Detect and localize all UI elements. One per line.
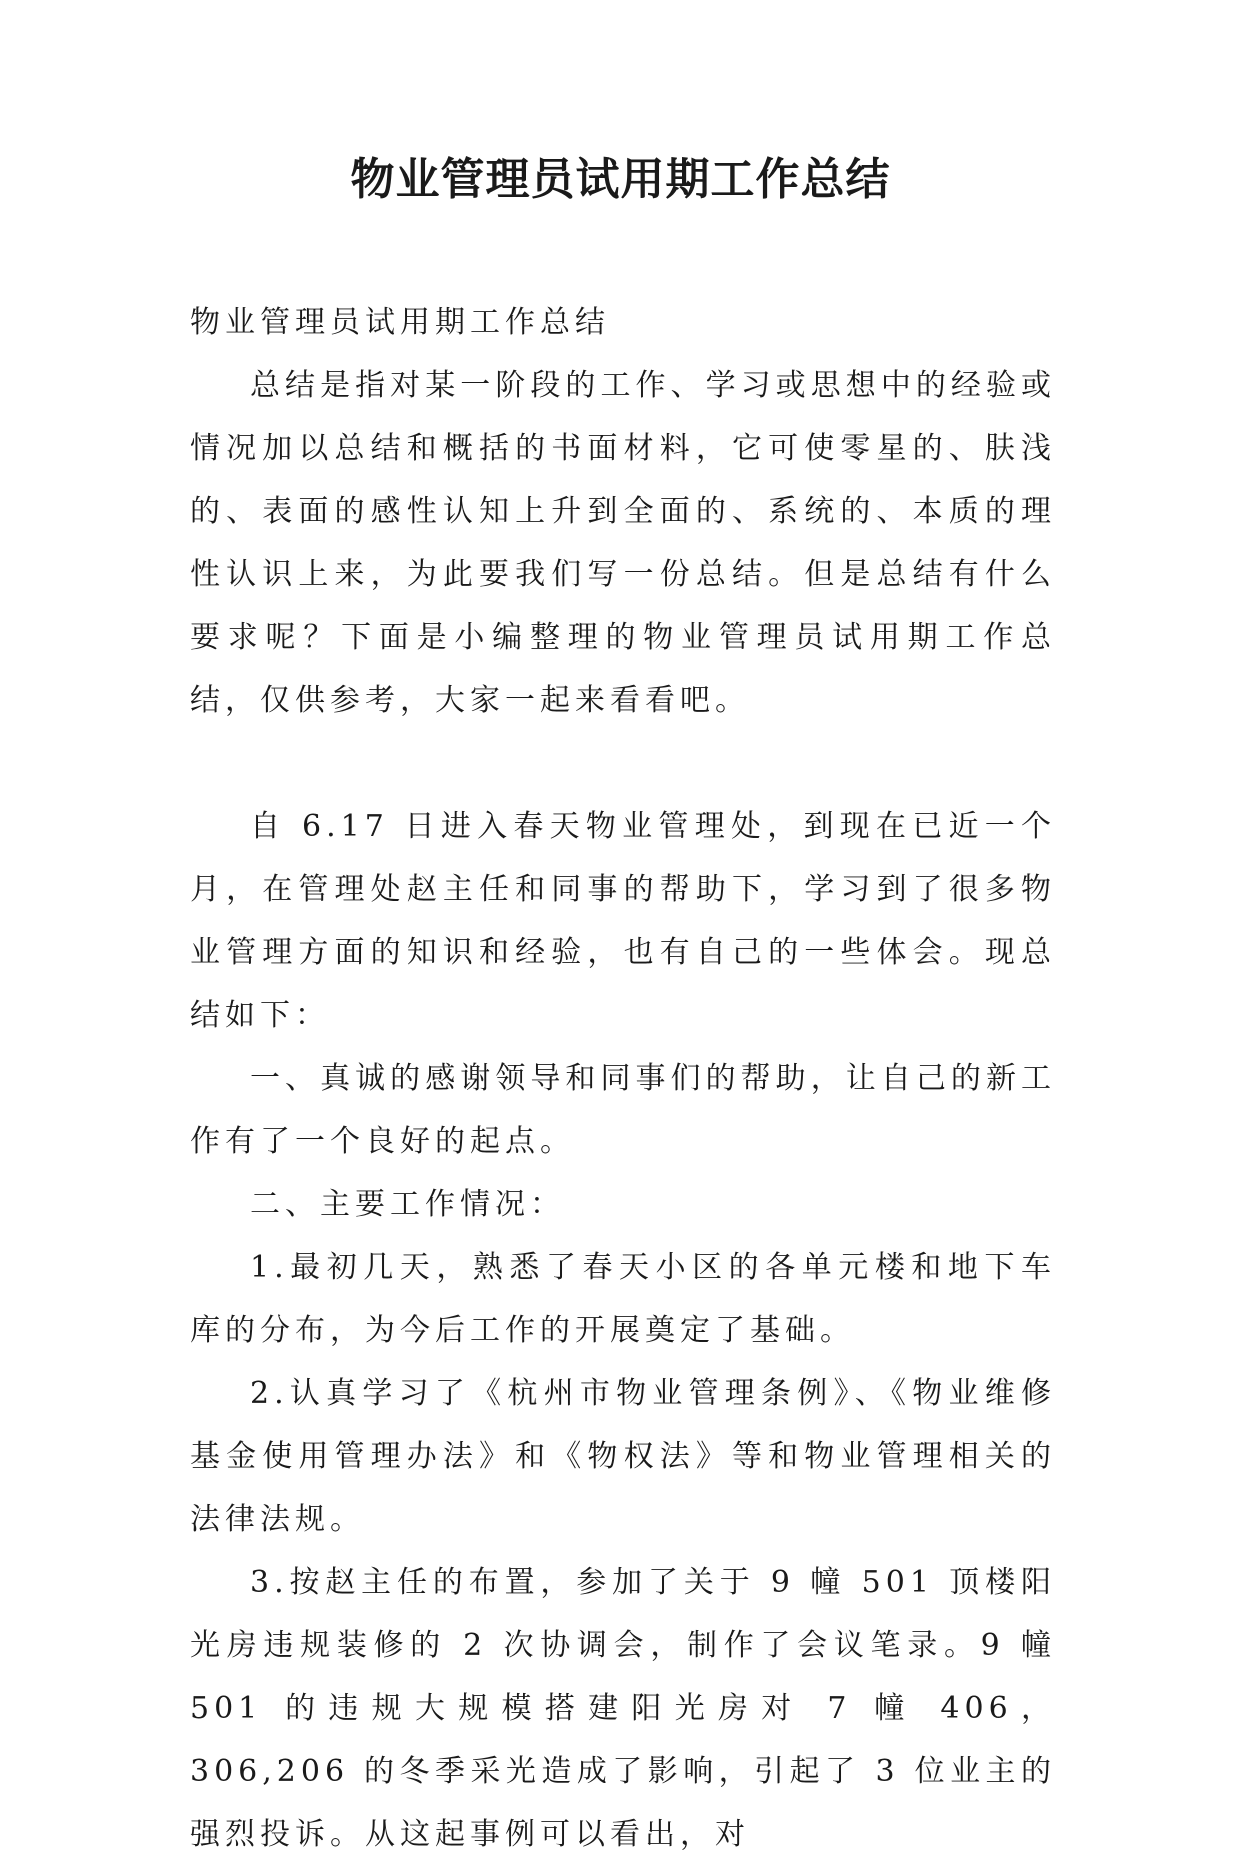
document-title: 物业管理员试用期工作总结 <box>350 154 891 205</box>
document-body <box>190 291 1056 1866</box>
document-subtitle: 物业管理员试用期工作总结 <box>190 305 610 340</box>
body-paragraph: 2.认真学习了《杭州市物业管理条例》、《物业维修基金使用管理办法》和《物权法》等和物业管理相关的法律法规。 <box>190 1376 1056 1537</box>
body-paragraph: 自 6.17 日进入春天物业管理处，到现在已近一个月，在管理处赵主任和同事的帮助下，学习到了很多物业管理方面的知识和经验，也有自己的一些体会。现总结如下： <box>190 809 1056 1033</box>
body-paragraph: 二、主要工作情况： <box>250 1187 565 1222</box>
intro-paragraph: 总结是指对某一阶段的工作、学习或思想中的经验或情况加以总结和概括的书面材料，它可使零星的、肤浅的、表面的感性认知上升到全面的、系统的、本质的理性认识上来，为此要我们写一份总结。但是总结有什么要求呢？下面是小编整理的物业管理员试用期工作总结，仅供参考，大家一起来看看吧。 <box>190 368 1056 718</box>
body-paragraph: 1.最初几天，熟悉了春天小区的各单元楼和地下车库的分布，为今后工作的开展奠定了基础。 <box>190 1250 1056 1348</box>
body-paragraph: 一、真诚的感谢领导和同事们的帮助，让自己的新工作有了一个良好的起点。 <box>190 1061 1056 1159</box>
body-paragraph: 3.按赵主任的布置，参加了关于 9 幢 501 顶楼阳光房违规装修的 2 次协调会，制作了会议笔录。9 幢 501 的违规大规模搭建阳光房对 7 幢 406，306,206 的冬季采光造成了影响，引起了 3 位业主的强烈投诉。从这起事例可以看出，对 <box>190 1565 1056 1852</box>
paragraph-spacer <box>190 732 1056 795</box>
